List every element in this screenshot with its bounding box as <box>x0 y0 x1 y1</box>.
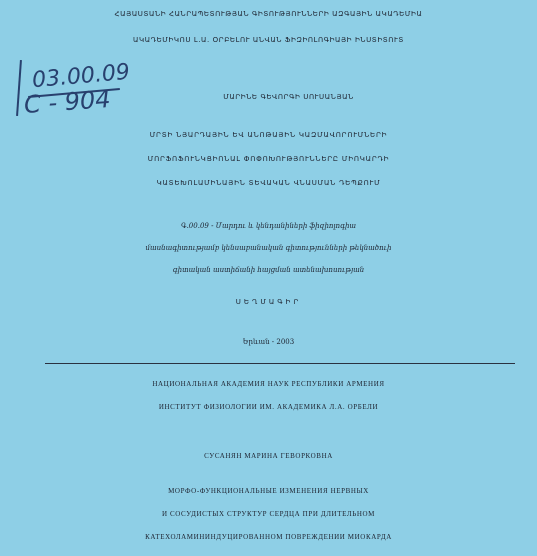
russian-author-name: СУСАНЯН МАРИНА ГЕВОРКОВНА <box>204 452 333 460</box>
library-stamp <box>6 56 136 122</box>
russian-title-line-3: КАТЕХОЛАМИНИНДУЦИРОВАННОМ ПОВРЕЖДЕНИИ МИОКАРДА <box>145 533 392 541</box>
russian-academy-heading: НАЦИОНАЛЬНАЯ АКАДЕМИЯ НАУК РЕСПУБЛИКИ АРМЕНИЯ <box>152 380 385 388</box>
armenian-title-line-1: ՄՐՏԻ ՆՅԱՐԴԱՅԻՆ ԵՎ ԱՆՈԹԱՅԻՆ ԿԱԶՄԱՎՈՐՈՒՄՆԵՐԻ <box>149 131 388 139</box>
armenian-abstract-label: ՍԵՂՄԱԳԻՐ <box>235 298 302 306</box>
armenian-specialty: Գ.00.09 - Մարդու և կենդանիների ֆիզիոլոգիա <box>180 222 357 230</box>
russian-title-line-1: МОРФО-ФУНКЦИОНАЛЬНЫЕ ИЗМЕНЕНИЯ НЕРВНЫХ <box>168 487 369 495</box>
armenian-title-line-3: ԿԱՏԵԽՈԼԱՄԻՆԱՅԻՆ ՏԵՎԱԿԱՆ ՎՆԱՍՄԱՆ ԴԵՊՔՈՒՄ <box>156 179 381 187</box>
russian-title-line-2: И СОСУДИСТЫХ СТРУКТУР СЕРДЦА ПРИ ДЛИТЕЛЬНОМ <box>162 510 375 518</box>
armenian-academy-heading: ՀԱՅԱՍՏԱՆԻ ՀԱՆՐԱՊԵՏՈՒԹՅԱՆ ԳԻՏՈՒԹՅՈՒՆՆԵՐԻ ԱԶԳԱՅԻՆ ԱԿԱԴԵՄԻԱ <box>114 10 423 18</box>
city-year: Երևան - 2003 <box>242 338 295 346</box>
stamp-code-top: 03.00.09 <box>31 59 131 94</box>
section-divider <box>45 363 515 364</box>
armenian-institute-heading: ԱԿԱԴԵՄԻԿՈՍ Լ.Ա. ՕՐԲԵԼՈՒ ԱՆՎԱՆ ՖԻԶԻՈԼՈԳԻԱՅԻ ԻՆՍՏԻՏՈՒՏ <box>133 36 404 44</box>
stamp-code-bottom: С - 904 <box>23 85 112 119</box>
armenian-degree-line-2: գիտական աստիճանի հայցման ատենախոսության <box>172 266 365 274</box>
armenian-degree-line-1: մասնագիտությամբ կենսաբանական գիտությունների թեկնածուի <box>145 244 392 252</box>
armenian-title-line-2: ՄՈՐՖՈՖՈՒՆԿՑԻՈՆԱԼ ՓՈՓՈԽՈՒԹՅՈՒՆՆԵՐԸ ՄԻՈԿԱՐԴԻ <box>147 155 390 163</box>
stamp-bracket <box>16 60 22 116</box>
armenian-author-name: ՄԱՐԻՆԵ ԳԵՎՈՐԳԻ ՍՈՒՍԱՆՅԱՆ <box>223 93 354 101</box>
russian-institute-heading: ИНСТИТУТ ФИЗИОЛОГИИ ИМ. АКАДЕМИКА Л.А. ОРБЕЛИ <box>158 403 379 411</box>
